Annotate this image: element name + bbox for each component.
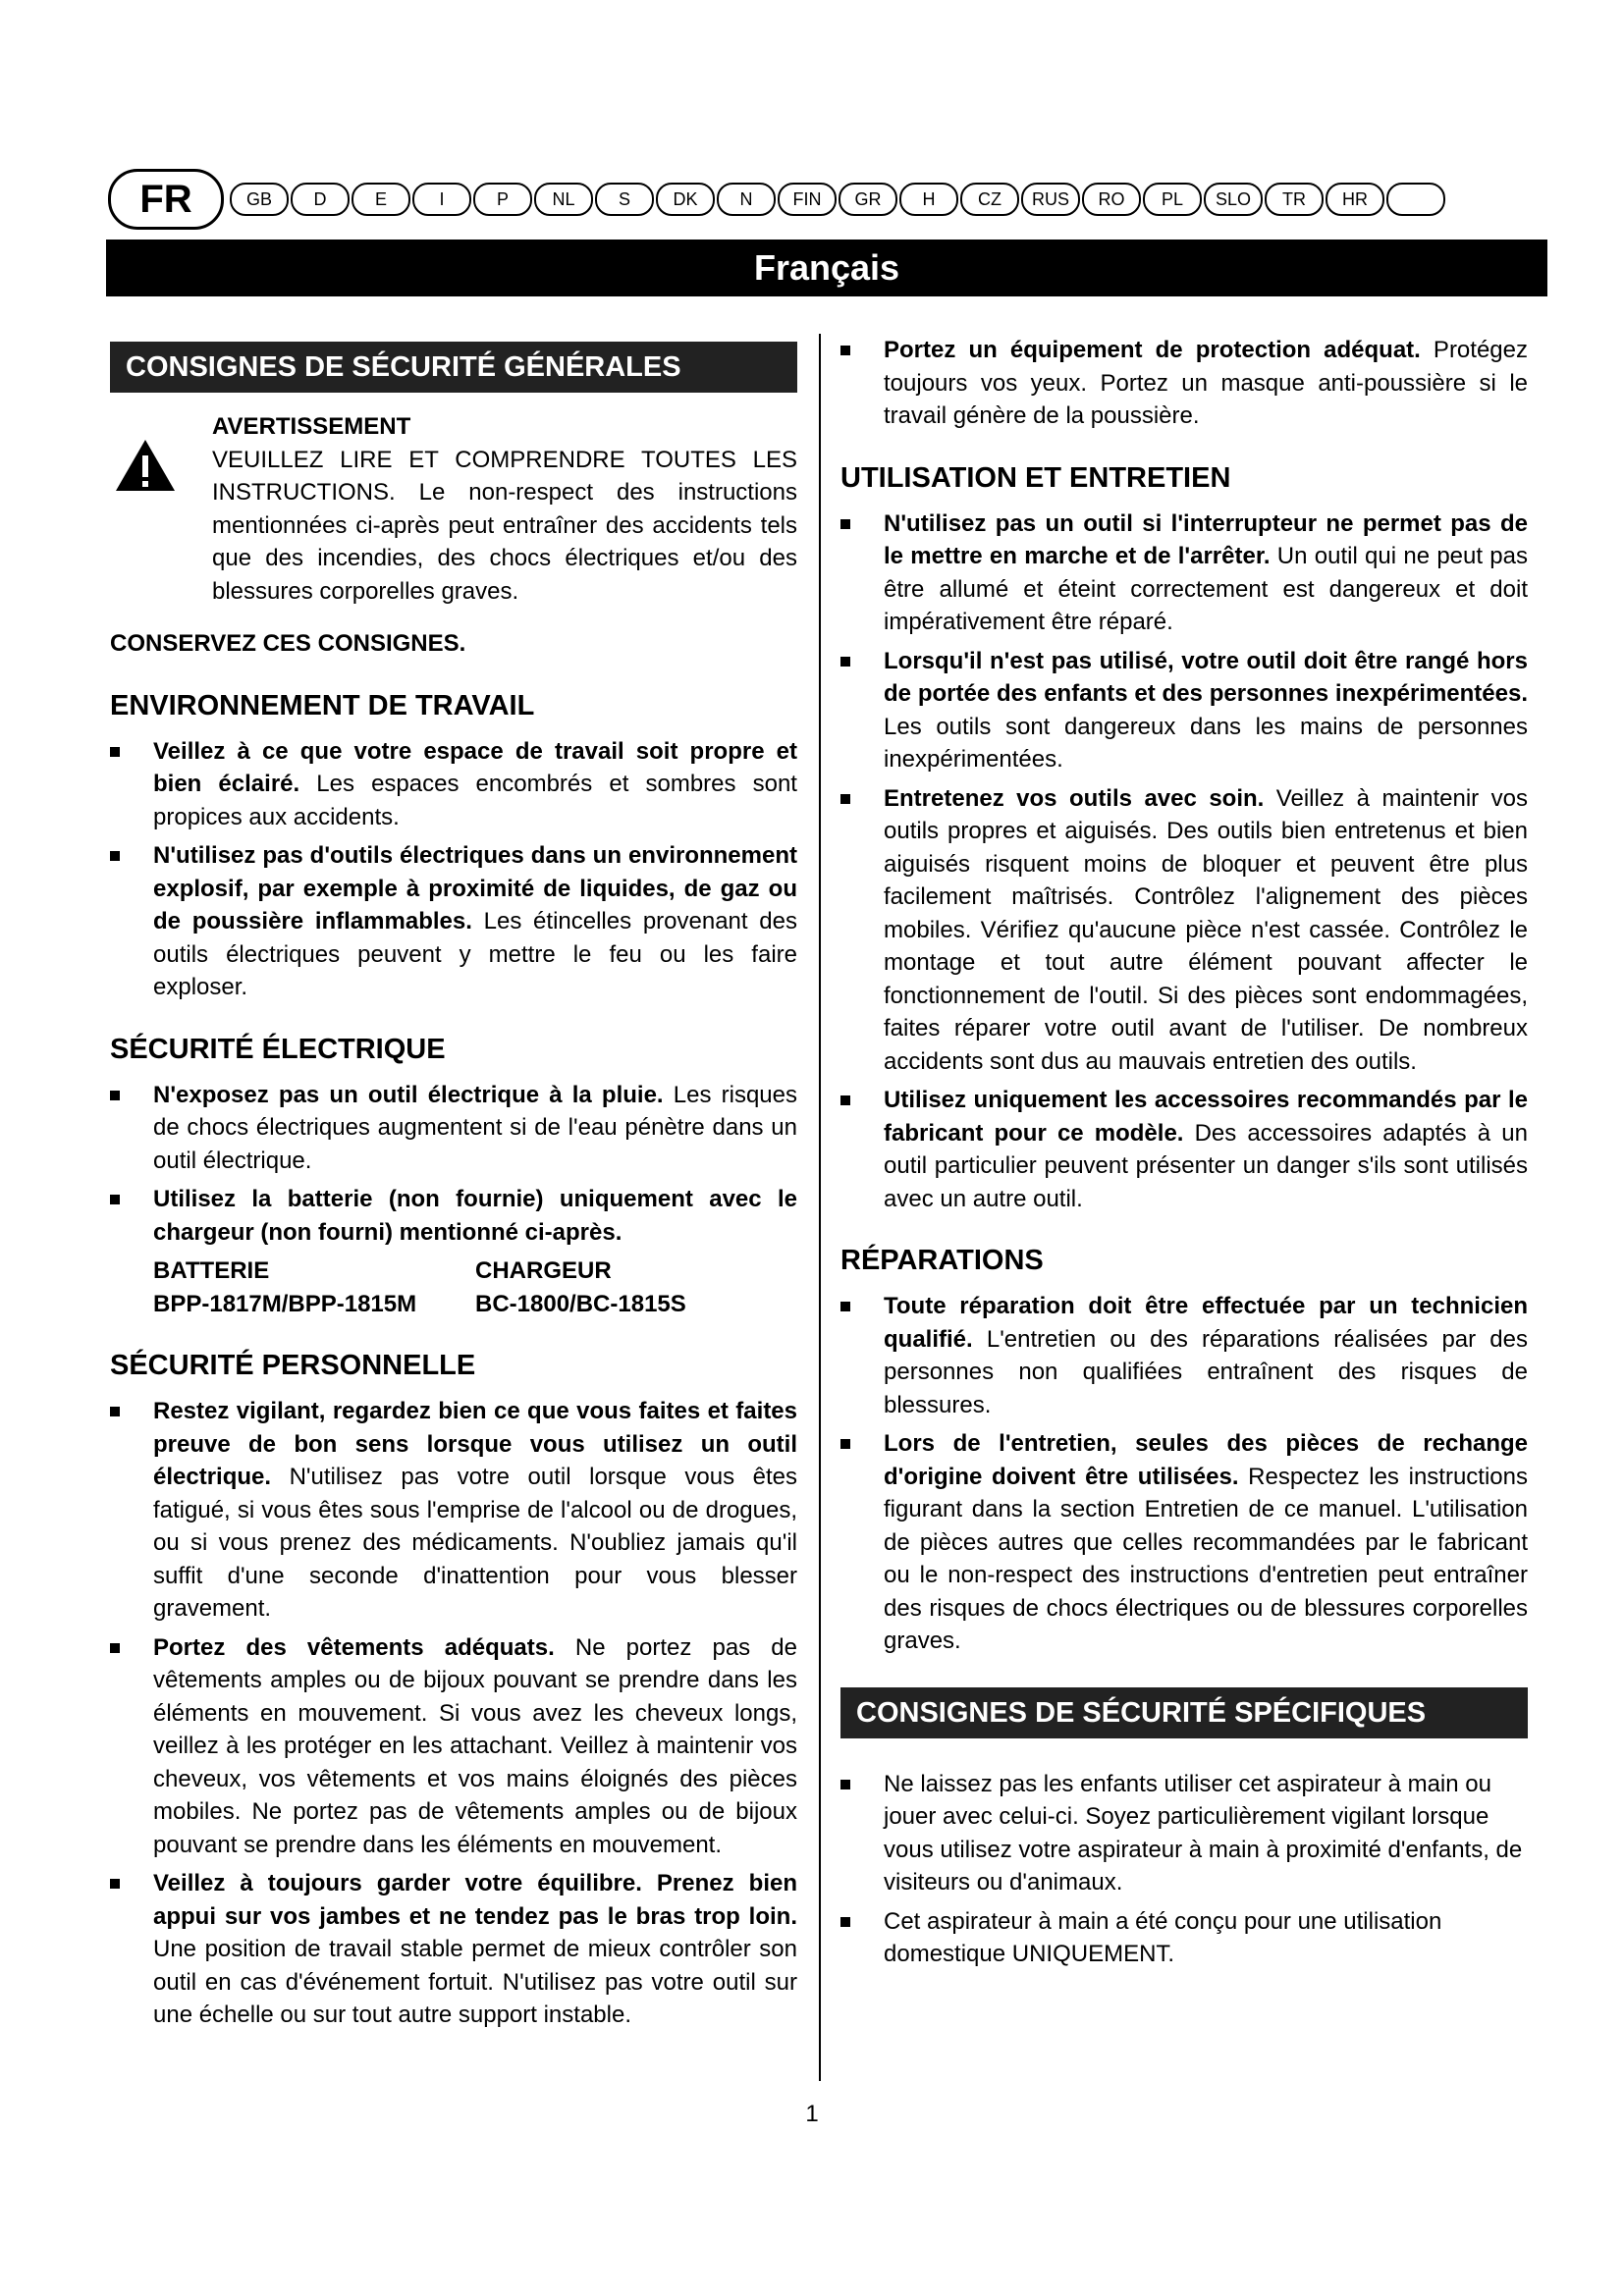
warning-heading: AVERTISSEMENT [212,413,411,440]
list-item [110,839,797,1004]
item-bold: Toute réparation doit être effectuée par un technicien qualifié. [884,1293,1528,1353]
personal-safety-title: SÉCURITÉ PERSONNELLE [110,1350,476,1381]
item-text: Les espaces encombrés et sombres sont propices aux accidents. [153,771,797,830]
item-bold: Entretenez vos outils avec soin. [884,784,1265,812]
lang-tab-i[interactable]: I [412,183,471,216]
item-bold: Utilisez la batterie (non fournie) uniquement avec le chargeur (non fourni) mentionné ci-après. [153,1186,797,1246]
warning-caps: VEUILLEZ LIRE ET COMPRENDRE TOUTES LES INSTRUCTIONS. [212,446,797,506]
item-text: Veillez à maintenir vos outils propres et aiguisés. Des outils bien entretenus et bien aiguisés risquent moins de bloquer et peuvent être plus facilement maîtrisés. Contrôlez l'alignement des pièces mobiles. Vérifiez qu'aucune pièce n'est cassée. Contrôlez le montage et tout autre élément pouvant affecter le fonctionnement de l'outil. Si des pièces sont endommagées, faites réparer votre outil avant de l'utiliser. De nombreux accidents sont dus au mauvais entretien des outils. [884,784,1528,1075]
specific-safety-header: CONSIGNES DE SÉCURITÉ SPÉCIFIQUES [840,1687,1528,1738]
item-text: Des accessoires adaptés à un outil particulier peuvent présenter un danger s'ils sont utilisés avec un autre outil. [884,1119,1528,1212]
battery-model: BPP-1817M/BPP-1815M [153,1290,417,1317]
item-text: Protégez toujours vos yeux. Portez un masque anti-poussière si le travail génère de la poussière. [884,337,1528,429]
item-bold: Veillez à toujours garder votre équilibre. Prenez bien appui sur vos jambes et ne tendez pas le bras trop loin. [153,1870,797,1930]
right-column [840,334,1528,1977]
lang-tab-gr[interactable]: GR [839,183,897,216]
item-text: Les risques de chocs électriques augmentent si de l'eau pénètre dans un outil électrique. [153,1081,797,1174]
list-item [110,735,797,834]
list-item [840,645,1528,776]
list-item [840,1084,1528,1215]
item-bold: Portez des vêtements adéquats. [153,1633,555,1661]
page-title: Français [106,240,1547,296]
list-item [110,1079,797,1178]
work-environment-title: ENVIRONNEMENT DE TRAVAIL [110,689,535,721]
item-bold: Lors de l'entretien, seules des pièces de rechange d'origine doivent être utilisées. [884,1430,1528,1490]
item-text: Une position de travail stable permet de mieux contrôler son outil en cas d'événement fortuit. N'utilisez pas votre outil sur une échelle ou sur tout autre support instable. [153,1936,797,2028]
list-item [840,1290,1528,1421]
left-column [110,334,797,2038]
language-bar [108,169,1547,228]
lang-tab-p[interactable]: P [473,183,532,216]
lang-tab-nl[interactable]: NL [534,183,593,216]
lang-tab-pl[interactable]: PL [1143,183,1202,216]
column-divider [819,334,821,2081]
lang-tab-hr[interactable]: HR [1326,183,1384,216]
list-item [840,334,1528,433]
warning-block [110,410,797,608]
list-item [840,1768,1528,1899]
lang-tab-d[interactable]: D [291,183,350,216]
lang-tab-gb[interactable]: GB [230,183,289,216]
battery-table-header [110,1255,797,1288]
lang-tab-ro[interactable]: RO [1082,183,1141,216]
list-item [110,1631,797,1862]
item-bold: Lorsqu'il n'est pas utilisé, votre outil doit être rangé hors de portée des enfants et des personnes inexpérimentées. [884,647,1528,707]
item-text: Ne portez pas de vêtements amples ou de bijoux pouvant se prendre dans les éléments en mouvement. Si vous avez les cheveux longs, veillez à les protéger en les attachant. Veillez à maintenir vos cheveux, vos vêtements et vos mains éloignés des pièces mobiles. Ne portez pas de vêtements amples ou de bijoux pouvant se prendre dans les éléments en mouvement. [153,1633,797,1858]
item-text: L'entretien ou des réparations réalisées par des personnes non qualifiées entraînent des risques de blessures. [884,1325,1528,1418]
battery-label: BATTERIE [153,1257,270,1284]
item-text: Les étincelles provenant des outils électriques peuvent y mettre le feu ou les faire exploser. [153,908,797,1000]
use-maintenance-title: UTILISATION ET ENTRETIEN [840,461,1231,494]
repairs-title: RÉPARATIONS [840,1245,1044,1276]
item-text: N'utilisez pas votre outil lorsque vous êtes fatigué, si vous êtes sous l'emprise de l'alcool ou de drogues, ou si vous prenez des médicaments. N'oubliez jamais qu'il suffit d'une seconde d'inattention pour vous blesser gravement. [153,1464,797,1622]
item-bold: Utilisez uniquement les accessoires recommandés par le fabricant pour ce modèle. [884,1087,1528,1147]
list-item [840,1905,1528,1971]
lang-tab-active[interactable]: FR [108,169,224,230]
lang-tab-e[interactable]: E [352,183,410,216]
lang-tab-slo[interactable]: SLO [1204,183,1263,216]
list-item [110,1395,797,1626]
page-number: 1 [805,2101,819,2127]
item-text: Les outils sont dangereux dans les mains de personnes inexpérimentées. [884,713,1528,773]
electrical-safety-title: SÉCURITÉ ÉLECTRIQUE [110,1033,446,1065]
warning-text [212,444,797,609]
general-safety-header: CONSIGNES DE SÉCURITÉ GÉNÉRALES [110,342,797,393]
list-item [110,1183,797,1249]
lang-tab-tr[interactable]: TR [1265,183,1324,216]
charger-label: CHARGEUR [475,1257,612,1284]
lang-tab-cz[interactable]: CZ [960,183,1019,216]
item-text: Cet aspirateur à main a été conçu pour une utilisation domestique UNIQUEMENT. [884,1907,1442,1967]
list-item [840,507,1528,639]
keep-instructions: CONSERVEZ CES CONSIGNES. [110,630,466,657]
item-bold: N'utilisez pas un outil si l'interrupteur ne permet pas de le mettre en marche et de l'arrêter. [884,509,1528,569]
item-bold: Restez vigilant, regardez bien ce que vous faites et faites preuve de bon sens lorsque vous utilisez un outil électrique. [153,1398,797,1490]
list-item [840,1427,1528,1658]
item-bold: Veillez à ce que votre espace de travail soit propre et bien éclairé. [153,737,797,797]
item-text: Respectez les instructions figurant dans la section Entretien de ce manuel. L'utilisation de pièces autres que celles recommandées par le fabricant ou le non-respect des instructions d'entretien peut entraîner des risques de chocs électriques ou de blessures corporelles graves. [884,1463,1528,1654]
lang-tab-fin[interactable]: FIN [778,183,837,216]
warning-triangle-icon [114,438,177,493]
lang-tab-s[interactable]: S [595,183,654,216]
item-text: Ne laissez pas les enfants utiliser cet aspirateur à main ou jouer avec celui-ci. Soyez particulièrement vigilant lorsque vous utilisez votre aspirateur à main à proximité d'enfants, de visiteurs ou d'animaux. [884,1770,1523,1896]
battery-table-row [110,1288,797,1321]
item-bold: N'exposez pas un outil électrique à la pluie. [153,1081,664,1108]
lang-tab-dk[interactable]: DK [656,183,715,216]
lang-tab-blank[interactable] [1386,183,1445,216]
item-bold: N'utilisez pas d'outils électriques dans un environnement explosif, par exemple à proximité de liquides, de gaz ou de poussière inflammables. [153,842,797,934]
item-text: Un outil qui ne peut pas être allumé et éteint correctement est dangereux et doit impérativement être réparé. [884,543,1529,635]
list-item [110,1867,797,2032]
charger-model: BC-1800/BC-1815S [475,1290,686,1317]
lang-tab-h[interactable]: H [899,183,958,216]
item-bold: Portez un équipement de protection adéquat. [884,337,1421,363]
lang-tab-rus[interactable]: RUS [1021,183,1080,216]
warning-body: Le non-respect des instructions mentionnées ci-après peut entraîner des accidents tels que des incendies, des chocs électriques et/ou des blessures corporelles graves. [212,479,797,605]
lang-tab-n[interactable]: N [717,183,776,216]
list-item [840,782,1528,1079]
